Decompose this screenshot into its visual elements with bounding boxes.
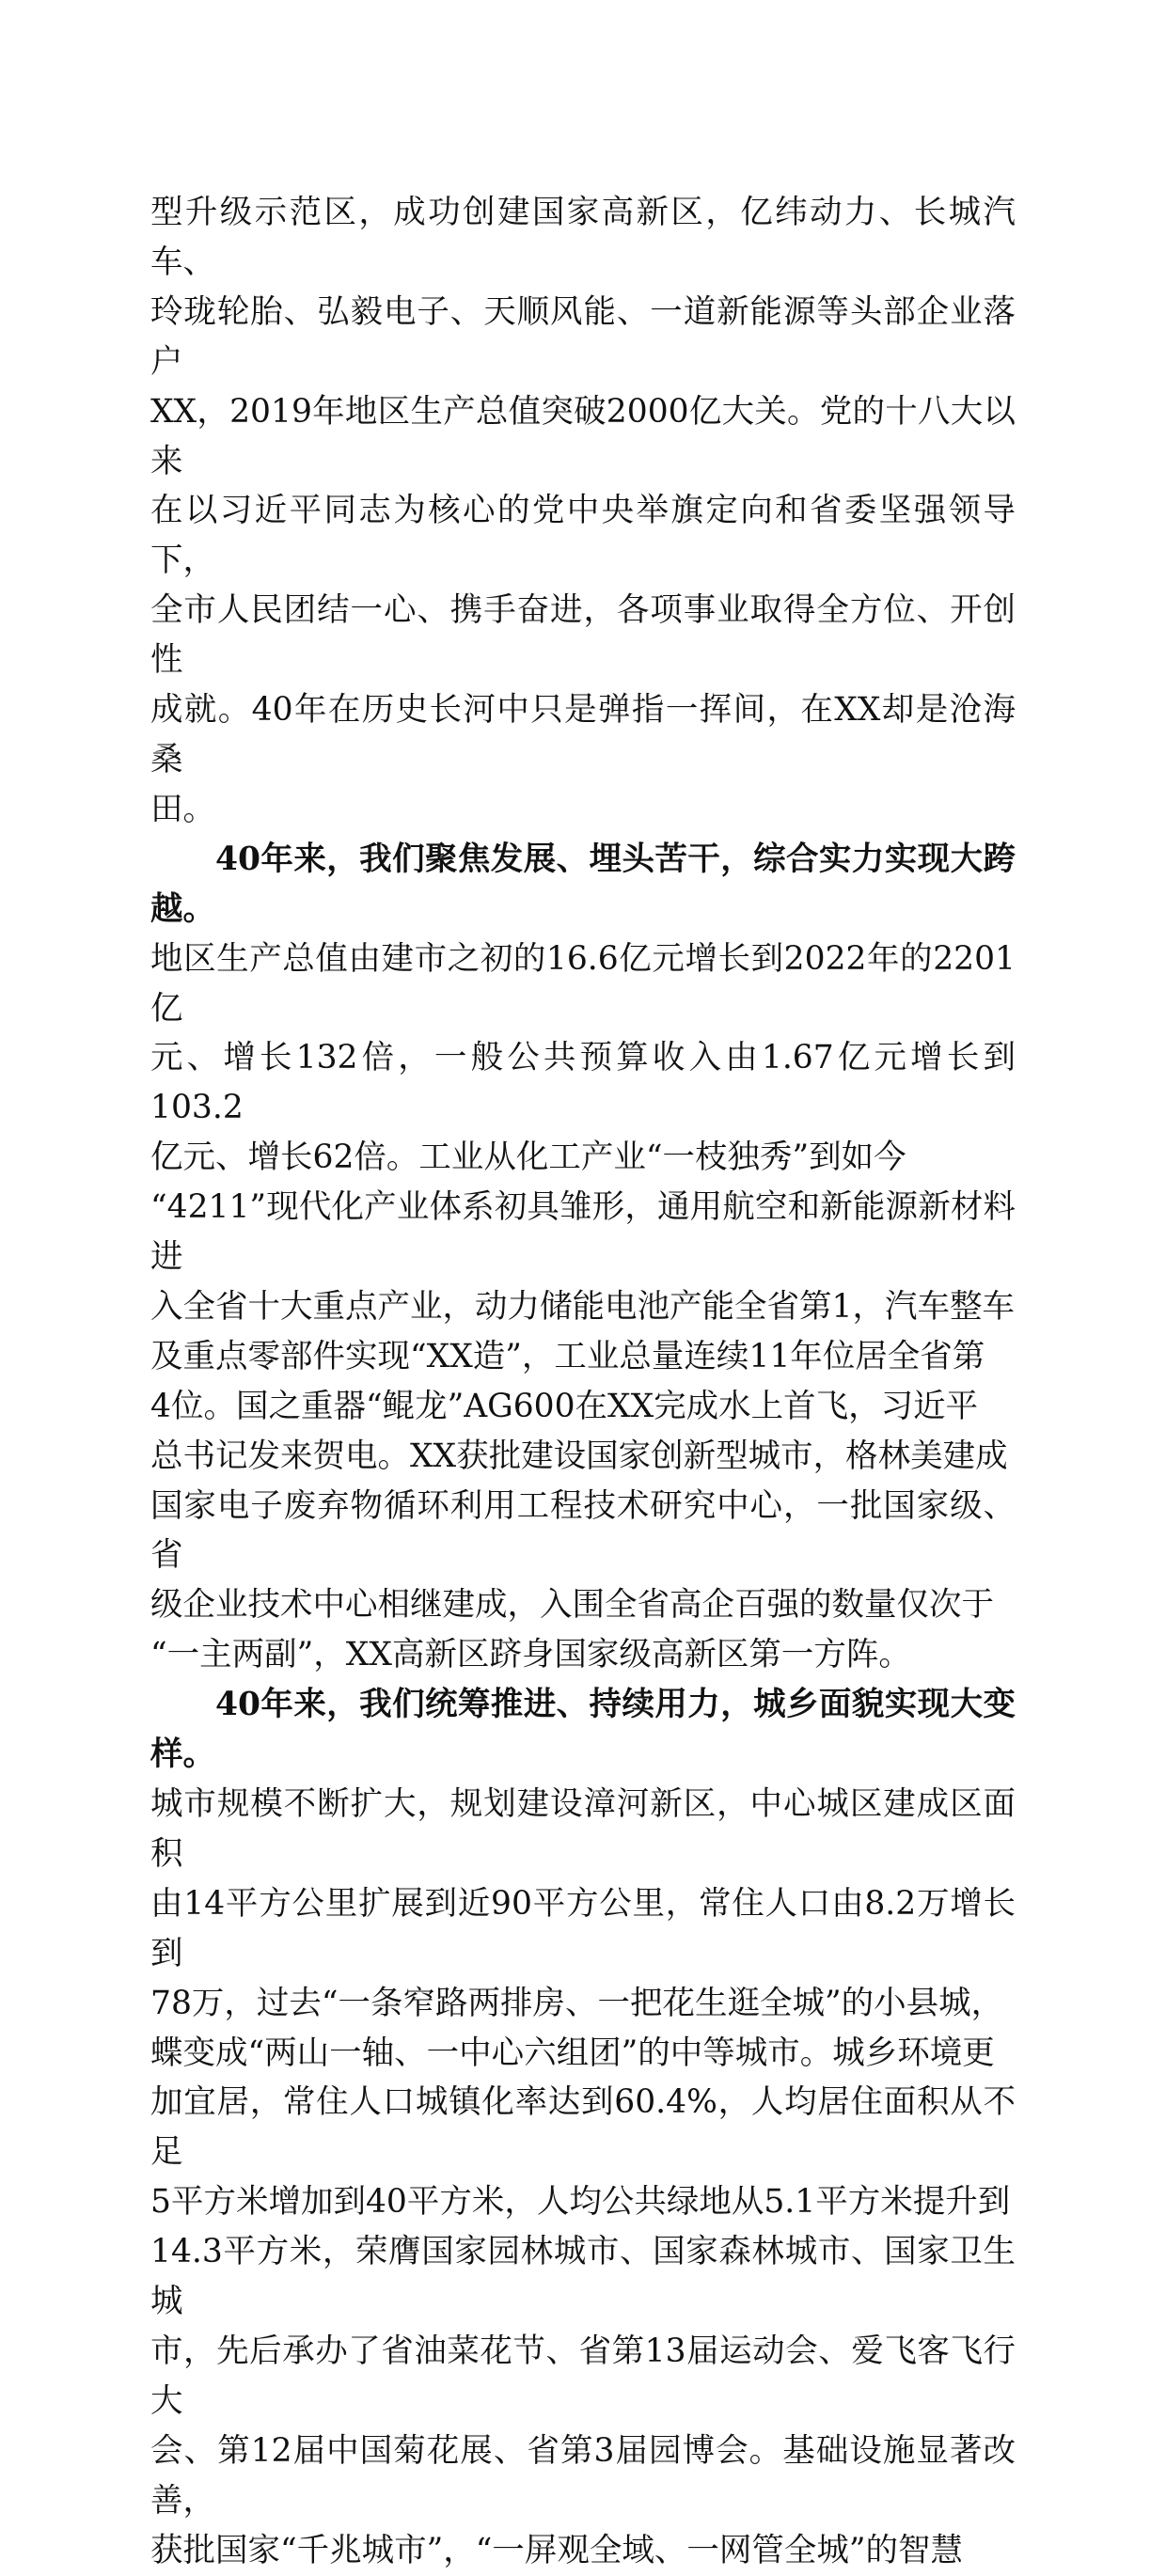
paragraph-3-text: 城市规模不断扩大，规划建设漳河新区，中心城区建成区面积 由14平方公里扩展到近90平方公里，常住人口由8.2万增长到 78万，过去“一条窄路两排房、一把花生逛全城”的小县城， 蝶变成“两山一轴、一中心六组团”的中等城市。城乡环境更 加宜居，常住人口城镇化率达到60.4%，人均居住面积从不足 5平方米增加到40平方米，人均公共绿地从5.1平方米提升到 14.3平方米，荣膺国家园林城市、国家森林城市、国家卫生城 市，先后承办了省油菜花节、省第13届运动会、爱飞客飞行大 会、第12届中国菊花展、省第3届园博会。基础设施显著改善， 获批国家“千兆城市”，“一屏观全域、一网管全城”的智慧 (150, 1785, 1016, 2569)
document-page (150, 188, 1016, 2576)
paragraph-1-text: 型升级示范区，成功创建国家高新区，亿纬动力、长城汽车、 玲珑轮胎、弘毅电子、天顺风能、一道新能源等头部企业落户 XX，2019年地区生产总值突破2000亿大关。党的十八大以来 在以习近平同志为核心的党中央举旗定向和省委坚强领导下， 全市人民团结一心、携手奋进，各项事业取得全方位、开创性 成就。40年在历史长河中只是弹指一挥间，在XX却是沧海桑 田。 (150, 194, 1016, 828)
paragraph-2 (150, 835, 1016, 1680)
paragraph-1 (150, 188, 1016, 835)
paragraph-3-lead: 40年来，我们统筹推进、持续用力，城乡面貌实现大变样。 (150, 1686, 1016, 1774)
paragraph-3 (150, 1680, 1016, 2575)
paragraph-2-lead: 40年来，我们聚焦发展、埋头苦干，综合实力实现大跨越。 (150, 840, 1016, 928)
paragraph-2-text: 地区生产总值由建市之初的16.6亿元增长到2022年的2201亿 元、增长132倍，一般公共预算收入由1.67亿元增长到103.2 亿元、增长62倍。工业从化工产业“一枝独秀”到如今 “4211”现代化产业体系初具雏形，通用航空和新能源新材料进 入全省十大重点产业，动力储能电池产能全省第1，汽车整车 及重点零部件实现“XX造”，工业总量连续11年位居全省第 4位。国之重器“鲲龙”AG600在XX完成水上首飞，习近平 总书记发来贺电。XX获批建设国家创新型城市，格林美建成 国家电子废弃物循环利用工程技术研究中心，一批国家级、省 级企业技术中心相继建成，入围全省高企百强的数量仅次于 “一主两副”，XX高新区跻身国家级高新区第一方阵。 (150, 939, 1016, 1674)
